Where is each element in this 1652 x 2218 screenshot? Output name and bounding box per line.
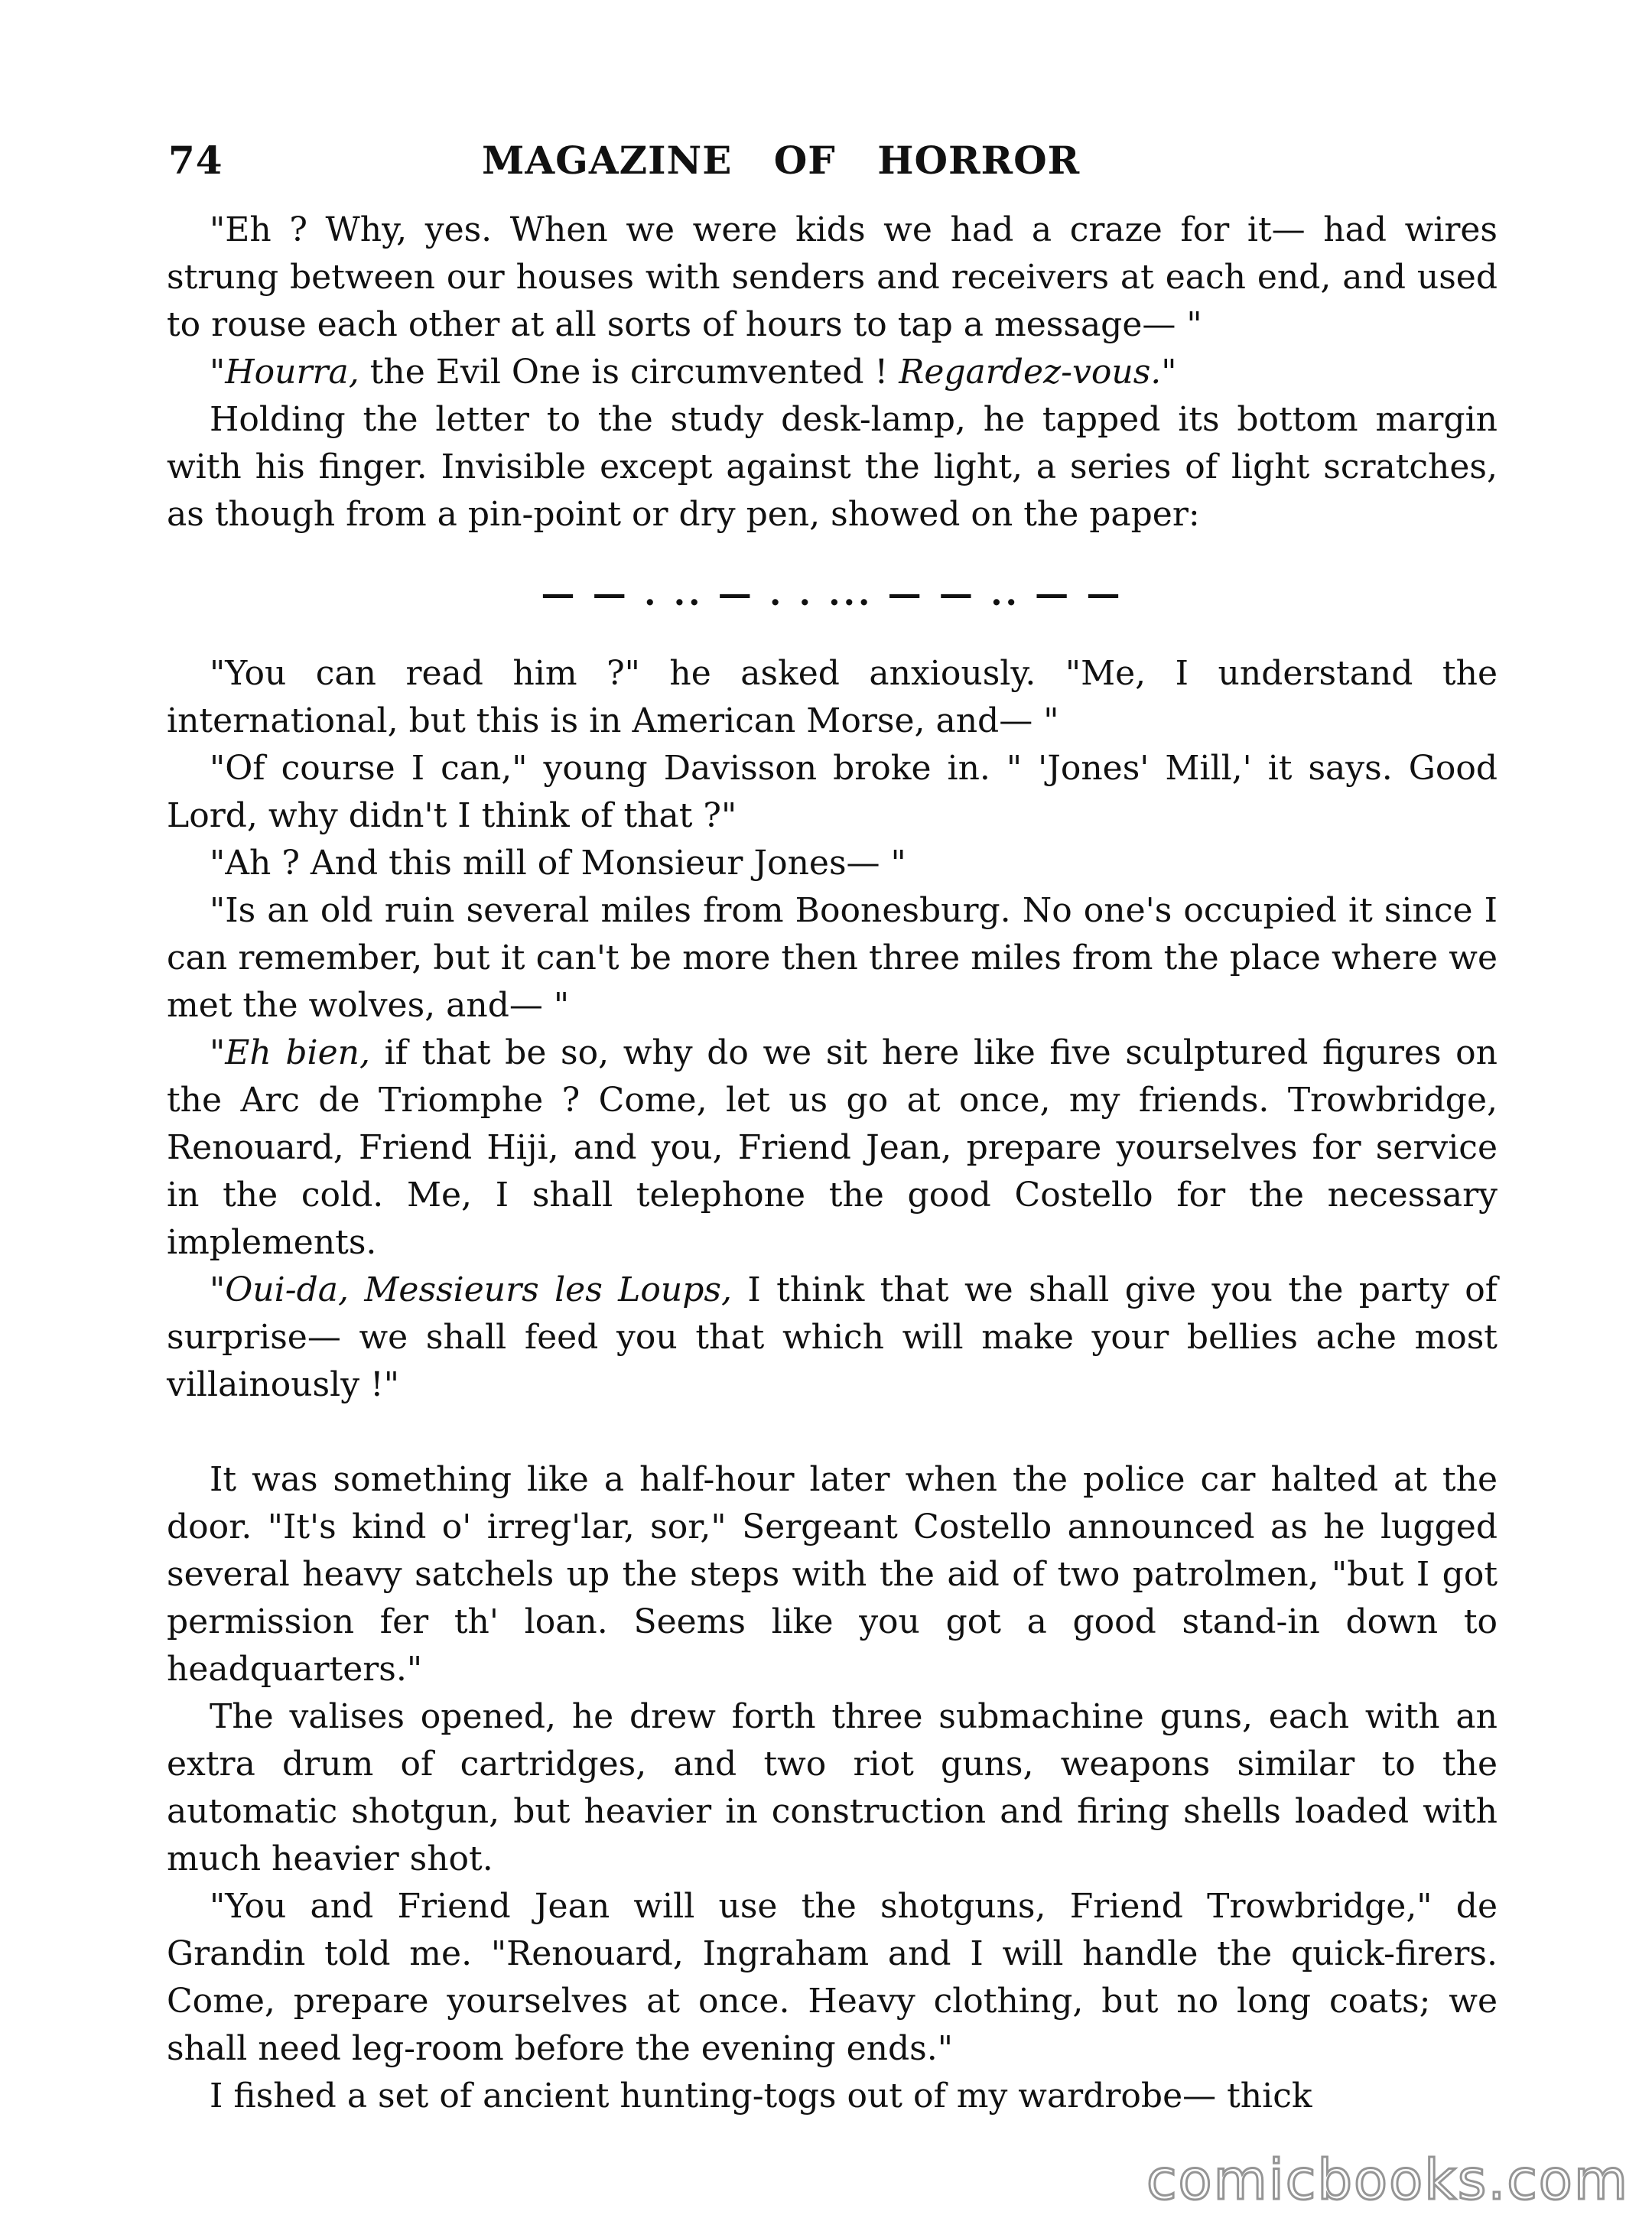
paragraph [167, 1267, 1498, 1409]
italic-phrase: "Oui-da, Messieurs les Loups, [210, 1270, 732, 1309]
paragraph: "Ah ? And this mill of Monsieur Jones— " [210, 844, 906, 883]
watermark-logo: comicbooks.com [1146, 2148, 1629, 2212]
paragraph-text: I think that we shall give you the party of surprise— we shall feed you that which will make your bellies ache most villainously !" [167, 1270, 1498, 1404]
paragraph: The valises opened, he drew forth three submachine guns, each with an extra drum of cartridges, and two riot guns, weapons similar to the automatic shotgun, but heavier in construction and firing shells loaded with much heavier shot. [167, 1697, 1498, 1878]
paragraph: "You and Friend Jean will use the shotguns, Friend Trowbridge," de Grandin told me. "Renouard, Ingraham and I will handle the quick-firers. Come, prepare yourselves at once. Heavy clothing, but no long coats; we shall need leg-room before the evening ends." [167, 1887, 1498, 2068]
paragraph [167, 349, 1498, 396]
morse-code-line: — — . .. — . . ... — — .. — — [541, 574, 1124, 613]
italic-phrase: "Eh bien, [210, 1033, 370, 1072]
paragraph [167, 1029, 1498, 1267]
paragraph: "You can read him ?" he asked anxiously. "Me, I understand the international, but this is in American Morse, and— " [167, 654, 1498, 740]
paragraph: "Is an old ruin several miles from Boonesburg. No one's occupied it since I can remember, but it can't be more then three miles from the place where we met the wolves, and— " [167, 891, 1498, 1025]
story-text [167, 207, 1498, 2120]
paragraph: "Of course I can," young Davisson broke in. " 'Jones' Mill,' it says. Good Lord, why didn't I think of that ?" [167, 749, 1498, 835]
italic-phrase: "Hourra, [210, 353, 359, 392]
italic-phrase: Regardez-vous." [899, 353, 1177, 392]
paragraph-text: if that be so, why do we sit here like five sculptured figures on the Arc de Triomphe ? Come, let us go at once, my friends. Trowbridge, Renouard, Friend Hiji, and you, Friend Jean, prepare yourselves for service in the cold. Me, I shall telephone the good Costello for the necessary implements. [167, 1033, 1498, 1262]
page-header [168, 138, 1484, 191]
running-title: MAGAZINE OF HORROR [482, 138, 1081, 183]
paragraph: Holding the letter to the study desk-lamp, he tapped its bottom margin with his finger. Invisible except against the light, a series of light scratches, as though from a pin-point or dry pen, showed on the paper: [167, 400, 1498, 534]
page-number: 74 [168, 138, 223, 183]
paragraph-text: the Evil One is circumvented ! [359, 353, 899, 392]
paragraph: It was something like a half-hour later when the police car halted at the door. "It's kind o' irreg'lar, sor," Sergeant Costello announced as he lugged several heavy satchels up the steps with the aid of two patrolmen, "but I got permission fer th' loan. Seems like you got a good stand-in down to headquarters." [167, 1460, 1498, 1689]
paragraph: I fished a set of ancient hunting-togs out of my wardrobe— thick [210, 2077, 1312, 2116]
paragraph: "Eh ? Why, yes. When we were kids we had a craze for it— had wires strung between our houses with senders and receivers at each end, and used to rouse each other at all sorts of hours to tap a message— " [167, 210, 1498, 344]
